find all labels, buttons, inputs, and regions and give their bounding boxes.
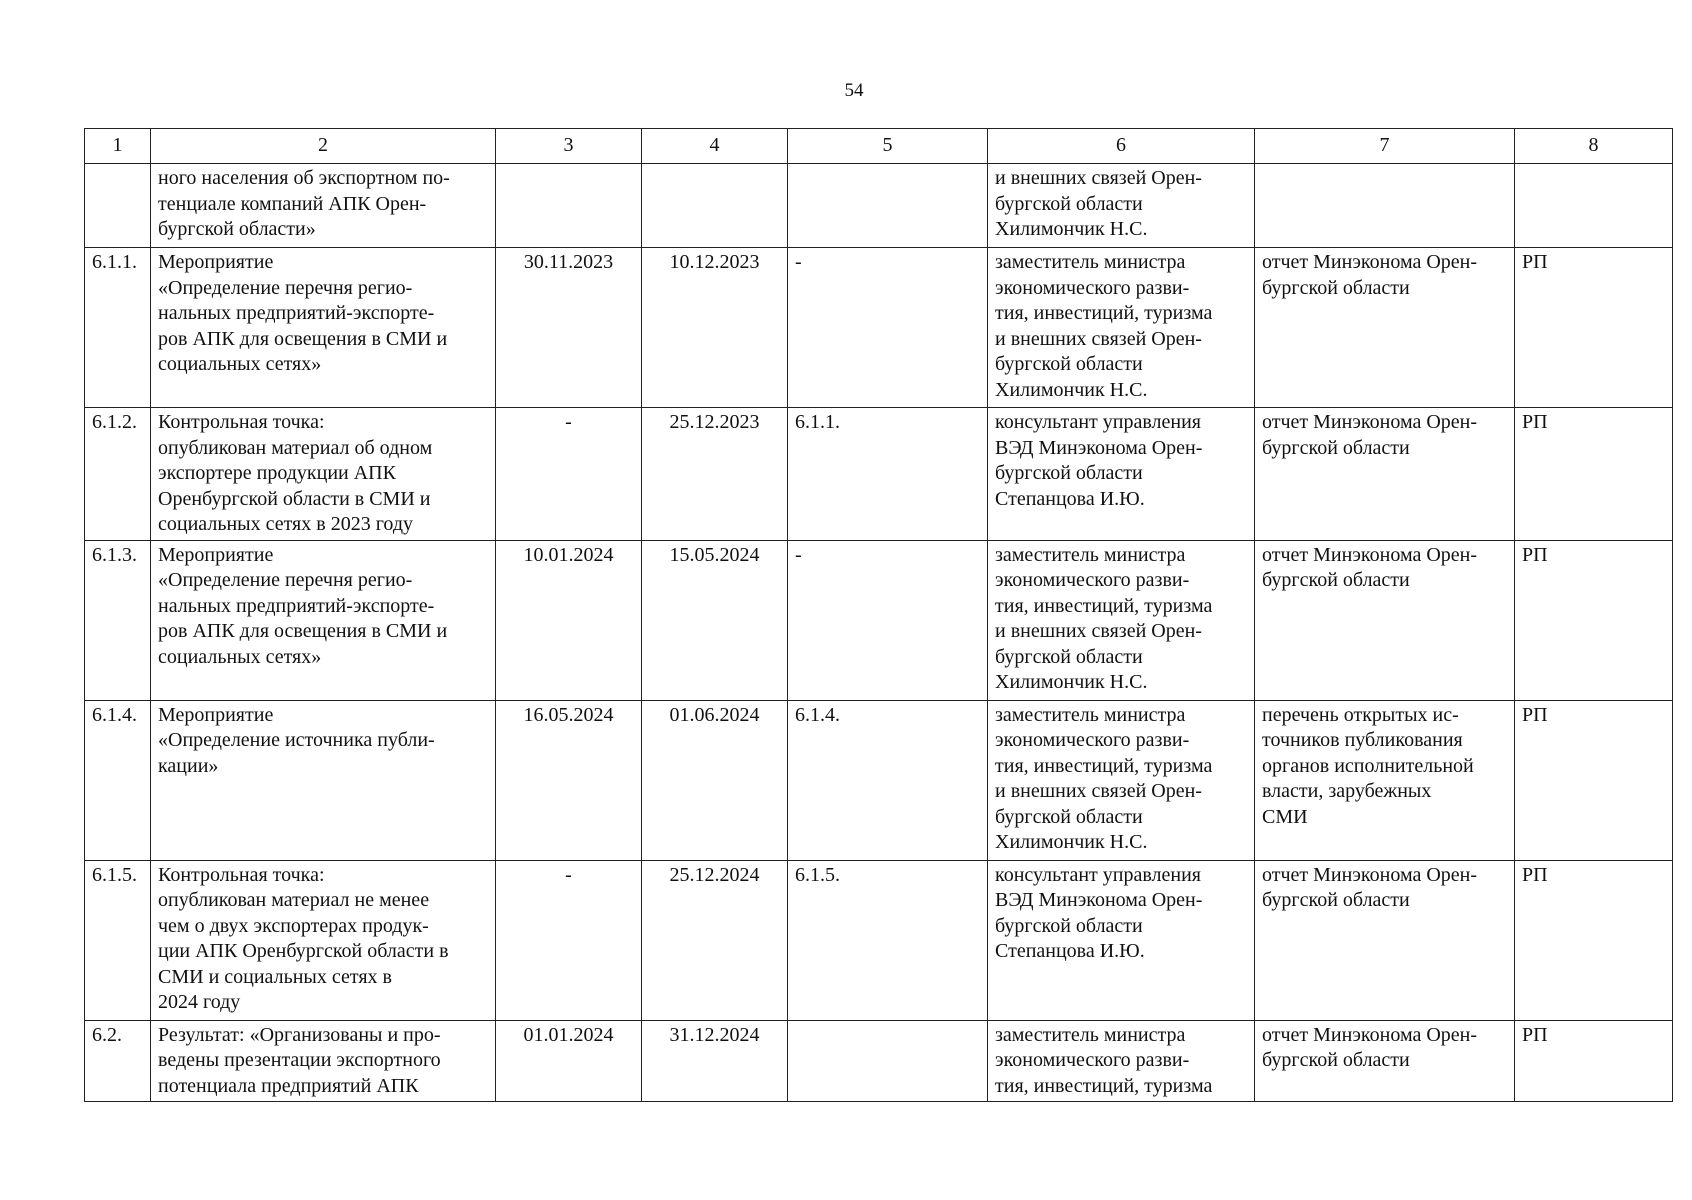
item-name-cell-line: Контрольная точка: [158,863,325,886]
responsible-cell-line: заместитель министра [995,543,1186,566]
document-cell [1255,860,1515,1020]
document-cell [1255,700,1515,860]
end-date-cell: 25.12.2024 [642,860,788,1020]
responsible-cell-line: Степанцова И.Ю. [995,940,1145,962]
document-cell-line: бургской области [1262,569,1410,591]
control-level-cell: РП [1515,408,1673,541]
page-number: 54 [844,80,864,101]
item-name-cell-line: СМИ и социальных сетях в [158,965,392,988]
header-cell: 7 [1255,129,1515,164]
predecessor-cell: - [788,248,988,408]
item-name-cell-line: Мероприятие [158,703,274,726]
start-date-cell [496,164,642,248]
predecessor-cell: 6.1.5. [788,860,988,1020]
responsible-cell [988,1020,1255,1102]
start-date-cell: 30.11.2023 [496,248,642,408]
header-cell: 1 [85,129,151,164]
table-row [85,164,1673,248]
item-name-cell-line: ров АПК для освещения в СМИ и [158,620,448,642]
table-row [85,1020,1673,1102]
item-name-cell-line: ведены презентации экспортного [158,1049,441,1071]
predecessor-cell [788,164,988,248]
item-number-cell: 6.1.2. [85,408,151,541]
document-cell-line: бургской области [1262,436,1410,459]
header-row [85,129,1673,164]
control-level-cell: РП [1515,700,1673,860]
responsible-cell-line: бургской области [995,805,1143,828]
item-name-cell-line: ров АПК для освещения в СМИ и [158,327,448,350]
item-name-cell-line: социальных сетях» [158,645,322,668]
item-number-cell [85,164,151,248]
item-name-cell-line: Оренбургской области в СМИ и [158,487,431,510]
item-number-cell: 6.1.1. [85,248,151,408]
control-level-cell: РП [1515,1020,1673,1102]
document-cell-line: перечень открытых ис- [1262,703,1459,726]
item-name-cell [151,700,496,860]
document-cell [1255,408,1515,541]
header-cell: 2 [151,129,496,164]
item-number-cell: 6.1.3. [85,540,151,700]
plan-table [84,128,1673,1102]
item-name-cell-line: опубликован материал не менее [158,889,430,911]
responsible-cell [988,248,1255,408]
document-cell-line: отчет Минэконома Орен- [1262,251,1478,273]
header-cell: 8 [1515,129,1673,164]
responsible-cell-line: Хилимончик Н.С. [995,378,1148,401]
responsible-cell-line: заместитель министра [995,703,1186,726]
item-name-cell [151,164,496,248]
item-number-cell: 6.1.4. [85,700,151,860]
item-name-cell-line: ции АПК Оренбургской области в [158,940,449,962]
item-name-cell-line: нальных предприятий-экспорте- [158,302,435,324]
item-name-cell-line: «Определение перечня регио- [158,276,413,299]
predecessor-cell: 6.1.4. [788,700,988,860]
document-cell-line: отчет Минэконома Орен- [1262,543,1478,566]
header-cell: 4 [642,129,788,164]
responsible-cell-line: экономического разви- [995,1049,1190,1071]
predecessor-cell: - [788,540,988,700]
start-date-cell: 16.05.2024 [496,700,642,860]
item-name-cell [151,540,496,700]
responsible-cell-line: экономического разви- [995,569,1190,591]
item-name-cell-line: «Определение источника публи- [158,729,435,751]
responsible-cell-line: тия, инвестиций, туризма [995,302,1213,324]
document-cell-line: органов исполнительной [1262,754,1474,777]
responsible-cell-line: и внешних связей Орен- [995,327,1202,350]
responsible-cell-line: бургской области [995,914,1143,937]
document-cell-line: отчет Минэконома Орен- [1262,411,1478,433]
document-cell-line: бургской области [1262,889,1410,911]
item-name-cell-line: потенциала предприятий АПК [158,1074,419,1097]
responsible-cell [988,700,1255,860]
responsible-cell-line: бургской области [995,645,1143,668]
end-date-cell: 10.12.2023 [642,248,788,408]
document-cell-line: бургской области [1262,276,1410,299]
responsible-cell-line: Хилимончик Н.С. [995,831,1148,853]
responsible-cell [988,408,1255,541]
item-name-cell-line: Мероприятие [158,543,274,566]
document-cell [1255,1020,1515,1102]
end-date-cell: 25.12.2023 [642,408,788,541]
header-cell: 5 [788,129,988,164]
responsible-cell-line: и внешних связей Орен- [995,780,1202,802]
responsible-cell-line: бургской области [995,192,1143,215]
item-name-cell [151,408,496,541]
item-name-cell [151,248,496,408]
end-date-cell: 31.12.2024 [642,1020,788,1102]
document-cell-line: власти, зарубежных [1262,780,1432,802]
responsible-cell-line: заместитель министра [995,251,1186,273]
document-cell [1255,248,1515,408]
header-cell: 3 [496,129,642,164]
item-name-cell-line: опубликован материал об одном [158,436,433,459]
header-cell: 6 [988,129,1255,164]
item-number-cell: 6.2. [85,1020,151,1102]
item-name-cell-line: тенциале компаний АПК Орен- [158,192,427,215]
control-level-cell: РП [1515,540,1673,700]
table-row [85,700,1673,860]
item-number-cell: 6.1.5. [85,860,151,1020]
item-name-cell-line: «Определение перечня регио- [158,569,413,591]
responsible-cell-line: Хилимончик Н.С. [995,671,1148,693]
responsible-cell-line: заместитель министра [995,1023,1186,1046]
start-date-cell: 10.01.2024 [496,540,642,700]
end-date-cell [642,164,788,248]
item-name-cell-line: ного населения об экспортном по- [158,167,450,189]
item-name-cell-line: экспортере продукции АПК [158,462,396,484]
item-name-cell-line: кации» [158,754,219,777]
item-name-cell-line: 2024 году [158,991,241,1013]
item-name-cell [151,1020,496,1102]
responsible-cell-line: тия, инвестиций, туризма [995,754,1213,777]
item-name-cell-line: социальных сетях» [158,353,322,375]
end-date-cell: 01.06.2024 [642,700,788,860]
responsible-cell-line: ВЭД Минэконома Орен- [995,436,1203,459]
responsible-cell [988,540,1255,700]
responsible-cell-line: бургской области [995,353,1143,375]
document-cell-line: бургской области [1262,1049,1410,1071]
table-row [85,540,1673,700]
document-cell [1255,164,1515,248]
document-cell-line: точников публикования [1262,729,1463,751]
responsible-cell-line: консультант управления [995,411,1202,433]
document-cell [1255,540,1515,700]
responsible-cell-line: и внешних связей Орен- [995,620,1202,642]
end-date-cell: 15.05.2024 [642,540,788,700]
table-row [85,248,1673,408]
start-date-cell: 01.01.2024 [496,1020,642,1102]
predecessor-cell: 6.1.1. [788,408,988,541]
document-cell-line: отчет Минэконома Орен- [1262,1023,1478,1046]
responsible-cell-line: Хилимончик Н.С. [995,218,1148,240]
control-level-cell: РП [1515,248,1673,408]
item-name-cell-line: Результат: «Организованы и про- [158,1023,441,1046]
item-name-cell-line: бургской области» [158,218,316,240]
responsible-cell-line: экономического разви- [995,729,1190,751]
item-name-cell-line: Контрольная точка: [158,411,325,433]
table-body [85,164,1673,1102]
item-name-cell-line: нальных предприятий-экспорте- [158,594,435,617]
responsible-cell [988,164,1255,248]
responsible-cell-line: бургской области [995,462,1143,484]
item-name-cell-line: Мероприятие [158,251,274,273]
start-date-cell: - [496,408,642,541]
responsible-cell-line: ВЭД Минэконома Орен- [995,889,1203,911]
document-cell-line: СМИ [1262,805,1308,828]
control-level-cell [1515,164,1673,248]
item-name-cell-line: чем о двух экспортерах продук- [158,914,429,937]
document-cell-line: отчет Минэконома Орен- [1262,863,1478,886]
responsible-cell-line: тия, инвестиций, туризма [995,594,1213,617]
item-name-cell [151,860,496,1020]
predecessor-cell [788,1020,988,1102]
table-row [85,860,1673,1020]
item-name-cell-line: социальных сетях в 2023 году [158,513,413,535]
responsible-cell-line: Степанцова И.Ю. [995,487,1145,510]
start-date-cell: - [496,860,642,1020]
responsible-cell-line: тия, инвестиций, туризма [995,1074,1213,1097]
responsible-cell-line: и внешних связей Орен- [995,167,1202,189]
table-row [85,408,1673,541]
responsible-cell-line: консультант управления [995,863,1202,886]
responsible-cell [988,860,1255,1020]
control-level-cell: РП [1515,860,1673,1020]
responsible-cell-line: экономического разви- [995,276,1190,299]
